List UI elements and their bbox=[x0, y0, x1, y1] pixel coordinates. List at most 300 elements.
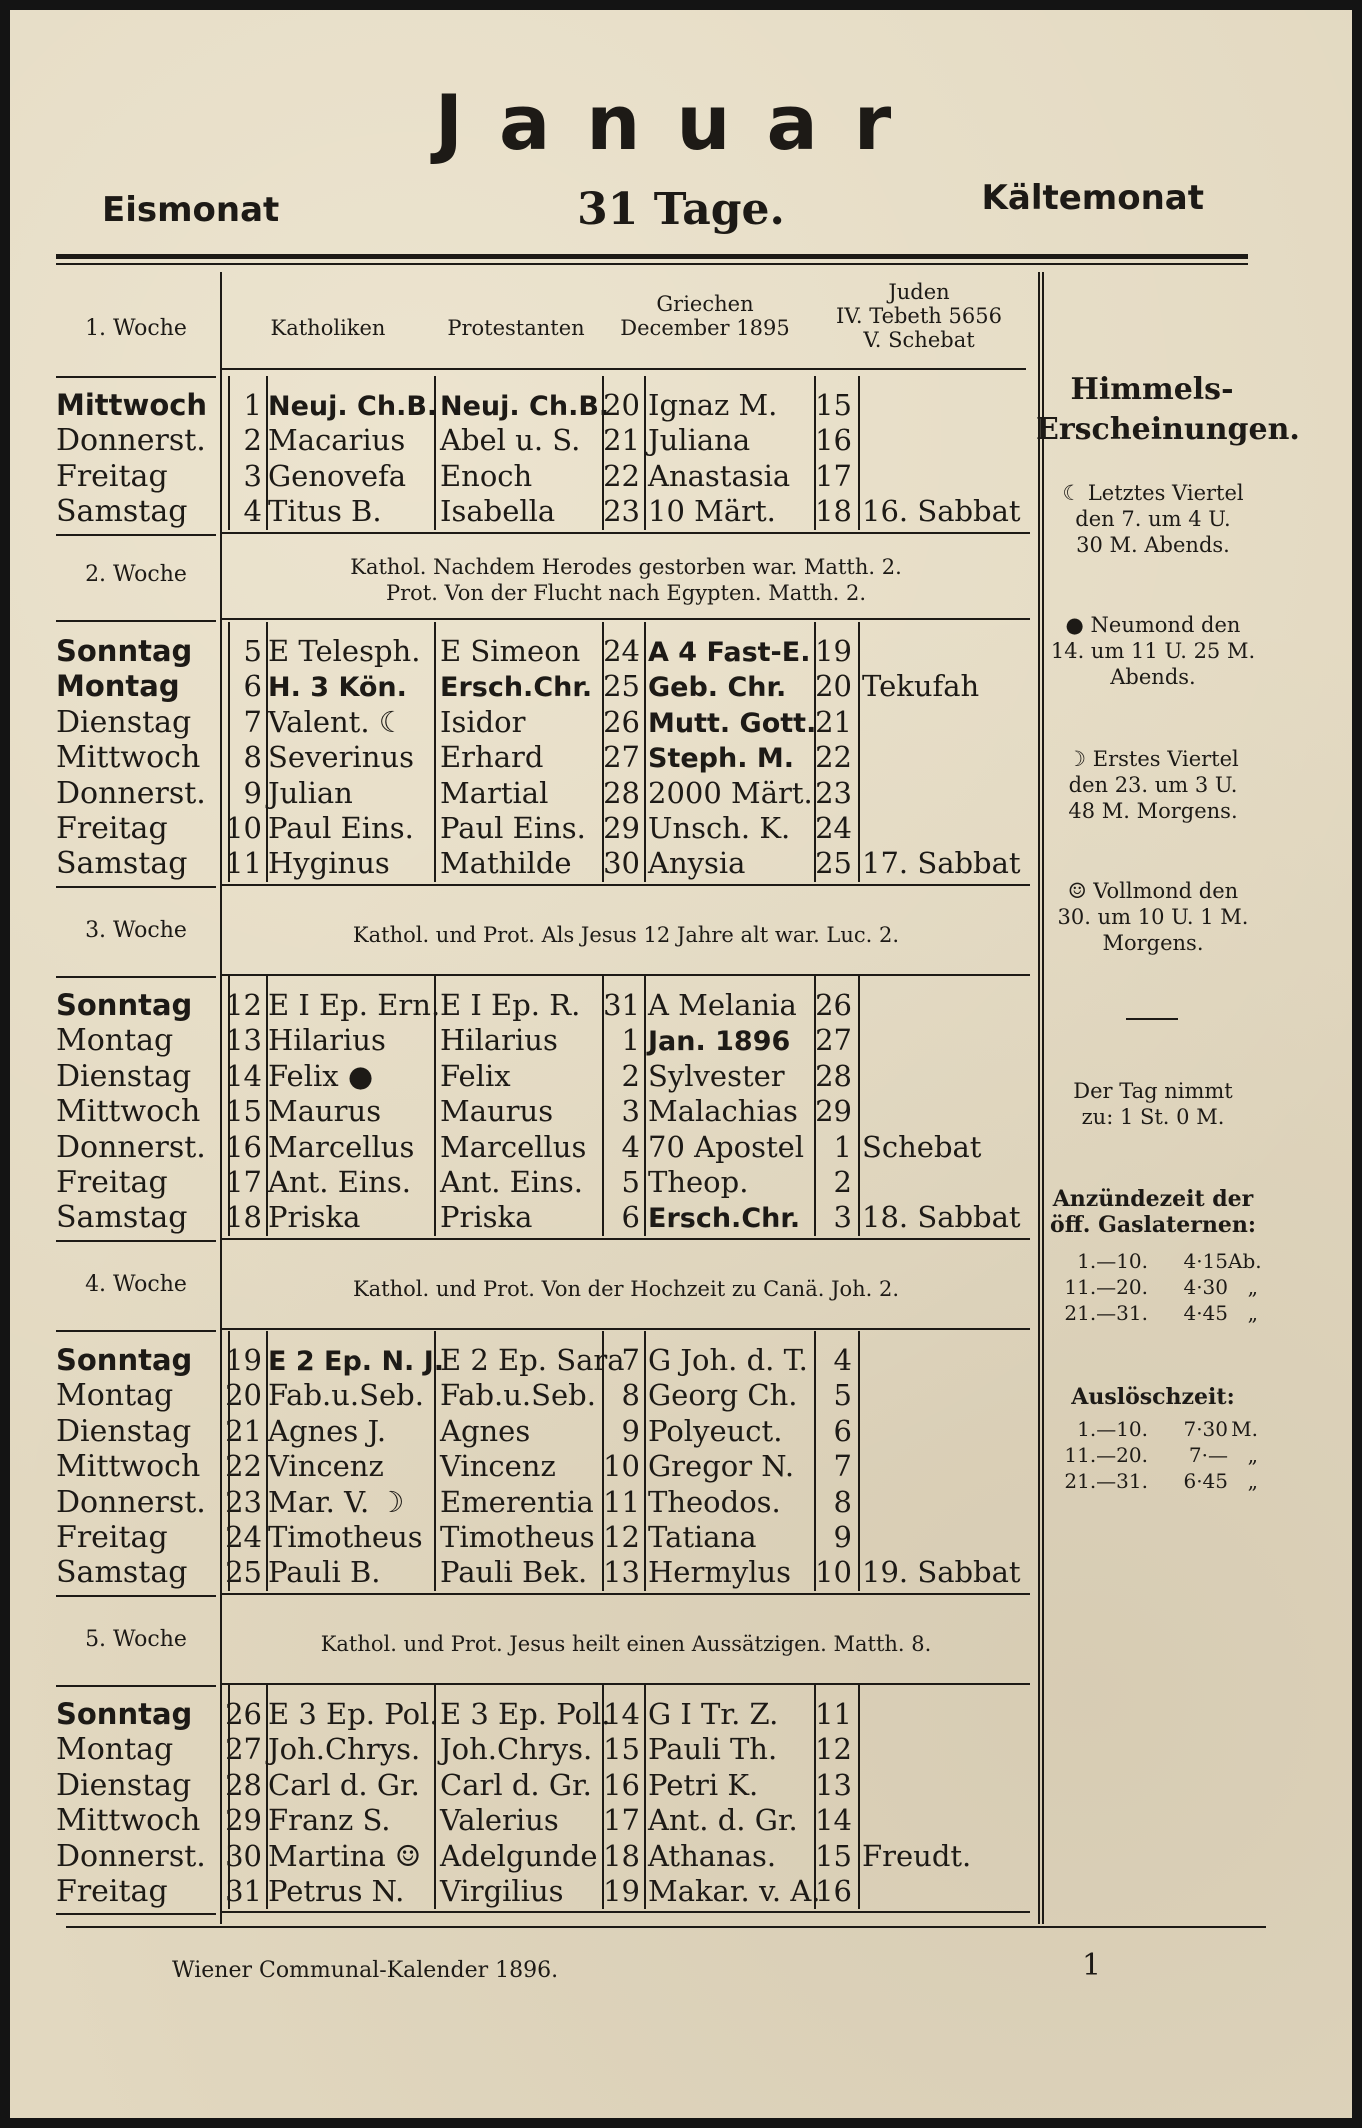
prot-saint: Paul Eins. bbox=[440, 811, 586, 845]
gr-saint: 10 Märt. bbox=[648, 494, 776, 529]
moon-phase-line: den 23. um 3 U. bbox=[1068, 773, 1238, 797]
kath-saint: Ant. Eins. bbox=[268, 1165, 411, 1199]
week-label: 3. Woche bbox=[85, 918, 187, 943]
day-length-line: Der Tag nimmt bbox=[1073, 1079, 1233, 1103]
juden-day-number: 16 bbox=[815, 1874, 852, 1908]
gr-num-divider bbox=[644, 1685, 646, 1909]
kath-day-number: 15 bbox=[225, 1094, 262, 1129]
moon-phase bbox=[1040, 878, 1266, 956]
gr-saint bbox=[648, 705, 816, 741]
gr-saint: Athanas. bbox=[648, 1838, 777, 1873]
kath-day-number: 4 bbox=[243, 494, 262, 529]
extinguish-times-cell: 7·30 bbox=[1183, 1417, 1228, 1441]
kath-saint: Severinus bbox=[268, 740, 414, 775]
kath-saint-bold: E 2 Ep. N. J. bbox=[268, 1346, 445, 1377]
extinguish-times bbox=[1044, 1416, 1266, 1494]
kath-saint: Genovefa bbox=[268, 458, 407, 493]
juden-num-divider bbox=[858, 1331, 860, 1591]
gr-saint bbox=[648, 1200, 800, 1236]
gr-saint-bold: Steph. M. bbox=[648, 743, 794, 775]
gr-saint bbox=[648, 1023, 790, 1059]
juden-day-number: 17 bbox=[815, 458, 852, 493]
gr-saint: Gregor N. bbox=[648, 1449, 795, 1484]
sidebar-title-line: Himmels- bbox=[1070, 372, 1234, 407]
juden-day-number: 15 bbox=[815, 1838, 852, 1873]
header-juden-line: Juden bbox=[888, 280, 950, 304]
kath-day-number: 25 bbox=[225, 1555, 262, 1590]
weekday: Donnerst. bbox=[56, 775, 206, 811]
lighting-times bbox=[1044, 1248, 1266, 1326]
prot-saint: Timotheus bbox=[440, 1520, 595, 1554]
kath-day-number: 2 bbox=[243, 423, 262, 458]
kath-day-number: 6 bbox=[243, 669, 262, 704]
moon-phase bbox=[1040, 746, 1266, 824]
kath-saint: E 3 Ep. Pol. bbox=[268, 1697, 439, 1731]
kath-day-number: 14 bbox=[225, 1058, 262, 1093]
lighting-times-cell: „ bbox=[1247, 1301, 1258, 1325]
juden-note: 19. Sabbat bbox=[862, 1555, 1021, 1590]
month-alias-right: Kältemonat bbox=[981, 178, 1204, 218]
gospel-line: Kathol. und Prot. Jesus heilt einen Aussätzigen. Matth. 8. bbox=[320, 1632, 932, 1656]
extinguish-times-cell: 11.—20. bbox=[1064, 1443, 1148, 1467]
gr-num-divider bbox=[644, 1331, 646, 1591]
weekday: Montag bbox=[56, 1023, 174, 1059]
block-bottom-rule bbox=[56, 886, 216, 888]
weekday: Mittwoch bbox=[56, 1803, 201, 1839]
gospel-line: Kathol. und Prot. Von der Hochzeit zu Canä. Joh. 2. bbox=[352, 1277, 900, 1301]
kath-saint: Maurus bbox=[268, 1094, 382, 1129]
gr-saint: Anysia bbox=[648, 846, 746, 881]
moon-phase-line: den 7. um 4 U. bbox=[1075, 507, 1231, 531]
weekday: Freitag bbox=[56, 1165, 168, 1200]
weekday: Samstag bbox=[56, 494, 188, 530]
juden-note: Tekufah bbox=[862, 669, 980, 704]
juden-day-number: 14 bbox=[815, 1803, 852, 1838]
kath-saint: Petrus N. bbox=[268, 1874, 405, 1908]
kath-day-number: 9 bbox=[243, 775, 262, 810]
juden-day-number: 3 bbox=[833, 1200, 852, 1235]
weekday: Mittwoch bbox=[56, 1094, 201, 1130]
juden-day-number: 4 bbox=[833, 1343, 852, 1377]
weekday: Sonntag bbox=[56, 988, 193, 1022]
juden-note: Freudt. bbox=[862, 1838, 972, 1873]
juden-day-number: 11 bbox=[815, 1697, 852, 1731]
extinguish-times-row bbox=[1044, 1442, 1266, 1468]
kath-saint: Agnes J. bbox=[268, 1413, 387, 1448]
calendar-bottom-rule bbox=[66, 1926, 1266, 1928]
kath-day-number: 18 bbox=[225, 1200, 262, 1235]
prot-saint: Priska bbox=[440, 1200, 533, 1235]
kath-saint: Martina ☺ bbox=[268, 1838, 421, 1873]
gr-saint-bold: Geb. Chr. bbox=[648, 672, 787, 704]
kath-saint: E I Ep. Ern. bbox=[268, 988, 441, 1022]
gr-saint: A Melania bbox=[648, 988, 797, 1022]
day-length bbox=[1040, 1078, 1266, 1130]
block-bottom-rule bbox=[56, 1913, 216, 1915]
gr-day-number: 7 bbox=[621, 1343, 640, 1377]
moon-phase-line: 14. um 11 U. 25 M. bbox=[1050, 639, 1256, 663]
kath-saint bbox=[268, 1343, 444, 1379]
prot-saint: Abel u. S. bbox=[440, 423, 581, 458]
lighting-times-row bbox=[1044, 1300, 1266, 1326]
gr-saint-bold: A 4 Fast-E. bbox=[648, 637, 811, 668]
prot-saint: Marcellus bbox=[440, 1129, 587, 1164]
gr-num-divider bbox=[644, 622, 646, 882]
weekday: Mittwoch bbox=[56, 1449, 201, 1485]
lighting-times-cell: „ bbox=[1247, 1275, 1258, 1299]
header-bottom-rule bbox=[222, 368, 1026, 370]
prot-saint: Isabella bbox=[440, 494, 556, 529]
weekday: Freitag bbox=[56, 811, 168, 846]
prot-saint: E 2 Ep. Sara bbox=[440, 1343, 625, 1377]
kath-day-number: 29 bbox=[225, 1803, 262, 1838]
header-juden-line: V. Schebat bbox=[863, 328, 975, 352]
gr-day-number: 31 bbox=[603, 988, 640, 1022]
kath-day-number: 23 bbox=[225, 1484, 262, 1519]
juden-day-number: 24 bbox=[815, 811, 852, 845]
weekday: Donnerst. bbox=[56, 1484, 206, 1520]
header-griechen-line: Griechen bbox=[656, 292, 754, 316]
gr-saint: G Joh. d. T. bbox=[648, 1343, 808, 1377]
kath-saint: Felix ● bbox=[268, 1058, 374, 1093]
kath-saint: Joh.Chrys. bbox=[268, 1732, 421, 1767]
weekday: Samstag bbox=[56, 1200, 188, 1236]
gr-day-number: 26 bbox=[603, 704, 640, 739]
prot-saint: Isidor bbox=[440, 704, 526, 739]
prot-saint bbox=[440, 669, 592, 705]
lighting-times-cell: 4·45 bbox=[1183, 1301, 1228, 1325]
gr-saint: Polyeuct. bbox=[648, 1413, 783, 1448]
gr-day-number: 18 bbox=[603, 1838, 640, 1873]
extinguish-times-cell: 1.—10. bbox=[1077, 1417, 1148, 1441]
kath-saint: Franz S. bbox=[268, 1803, 391, 1838]
prot-saint: Erhard bbox=[440, 740, 544, 775]
lighting-times-cell: 21.—31. bbox=[1064, 1301, 1148, 1325]
extinguish-times-cell: 21.—31. bbox=[1064, 1469, 1148, 1493]
gr-saint: 2000 Märt. bbox=[648, 775, 813, 810]
gr-num-divider bbox=[644, 976, 646, 1236]
juden-day-number: 5 bbox=[833, 1378, 852, 1413]
day-length-line: zu: 1 St. 0 M. bbox=[1081, 1105, 1225, 1129]
block-bottom-rule-wide bbox=[222, 1593, 1030, 1595]
kath-day-number: 28 bbox=[225, 1767, 262, 1802]
juden-day-number: 20 bbox=[815, 669, 852, 704]
kath-day-number: 13 bbox=[225, 1023, 262, 1058]
kath-day-number: 19 bbox=[225, 1343, 262, 1377]
gospel-line: Kathol. und Prot. Als Jesus 12 Jahre alt war. Luc. 2. bbox=[352, 923, 900, 947]
gospel-reading bbox=[222, 1276, 1030, 1302]
gr-saint bbox=[648, 740, 794, 776]
top-rule-thin bbox=[56, 263, 1248, 265]
gospel-reading bbox=[222, 1631, 1030, 1657]
extinguish-times-cell: 6·45 bbox=[1183, 1469, 1228, 1493]
gr-day-number: 2 bbox=[621, 1058, 640, 1093]
weekday: Montag bbox=[56, 1378, 174, 1414]
gr-saint-bold: Mutt. Gott. bbox=[648, 707, 817, 739]
juden-note: 16. Sabbat bbox=[862, 494, 1021, 529]
gr-saint: Unsch. K. bbox=[648, 811, 791, 845]
kath-day-number: 31 bbox=[225, 1874, 262, 1908]
block-bottom-rule bbox=[56, 1240, 216, 1242]
prot-saint: Ant. Eins. bbox=[440, 1165, 583, 1199]
weekday: Dienstag bbox=[56, 704, 192, 740]
kath-day-number: 12 bbox=[225, 988, 262, 1022]
gr-saint bbox=[648, 669, 786, 705]
gr-saint bbox=[648, 634, 810, 670]
header-katholiken: Katholiken bbox=[270, 316, 386, 340]
juden-day-number: 21 bbox=[815, 704, 852, 739]
juden-day-number: 22 bbox=[815, 740, 852, 775]
gr-saint: Makar. v. A. bbox=[648, 1874, 821, 1908]
gr-saint: Malachias bbox=[648, 1094, 798, 1129]
gr-day-number: 24 bbox=[603, 634, 640, 668]
gr-day-number: 11 bbox=[603, 1484, 640, 1519]
juden-day-number: 19 bbox=[815, 634, 852, 668]
prot-saint: Virgilius bbox=[440, 1874, 564, 1908]
kath-saint: Pauli B. bbox=[268, 1555, 381, 1590]
weekday: Freitag bbox=[56, 1874, 168, 1909]
juden-day-number: 29 bbox=[815, 1094, 852, 1129]
gr-day-number: 23 bbox=[603, 494, 640, 529]
kath-day-number: 20 bbox=[225, 1378, 262, 1413]
gr-day-number: 28 bbox=[603, 775, 640, 810]
gr-day-number: 9 bbox=[621, 1413, 640, 1448]
weekday: Sonntag bbox=[56, 1343, 193, 1377]
weekday: Donnerst. bbox=[56, 1129, 206, 1165]
weekday: Dienstag bbox=[56, 1058, 192, 1094]
gr-saint-bold: Ersch.Chr. bbox=[648, 1203, 801, 1235]
juden-day-number: 23 bbox=[815, 775, 852, 810]
prot-saint: E 3 Ep. Pol. bbox=[440, 1697, 611, 1731]
kath-day-number: 24 bbox=[225, 1520, 262, 1554]
header-week-label: 1. Woche bbox=[85, 316, 187, 341]
moon-phase-line: 30 M. Abends. bbox=[1076, 533, 1230, 557]
prot-saint: Enoch bbox=[440, 458, 533, 493]
top-rule bbox=[56, 254, 1248, 259]
kath-day-number: 11 bbox=[225, 846, 262, 881]
moon-phase-line: 48 M. Morgens. bbox=[1068, 799, 1238, 823]
gr-day-number: 1 bbox=[621, 1023, 640, 1058]
lighting-times-cell: Ab. bbox=[1228, 1249, 1262, 1273]
weekday: Freitag bbox=[56, 1520, 168, 1555]
kath-day-number: 17 bbox=[225, 1165, 262, 1199]
juden-day-number: 7 bbox=[833, 1449, 852, 1484]
sidebar-separator bbox=[1126, 1018, 1178, 1020]
block-bottom-rule-wide bbox=[222, 1238, 1030, 1240]
juden-day-number: 9 bbox=[833, 1520, 852, 1554]
prot-saint: Maurus bbox=[440, 1094, 554, 1129]
header-juden-line: IV. Tebeth 5656 bbox=[836, 304, 1002, 328]
header-protestanten: Protestanten bbox=[447, 316, 585, 340]
weekday: Mittwoch bbox=[56, 740, 201, 776]
gr-day-number: 8 bbox=[621, 1378, 640, 1413]
gr-day-number: 20 bbox=[603, 388, 640, 422]
gr-saint: Ant. d. Gr. bbox=[648, 1803, 798, 1838]
kath-day-number: 22 bbox=[225, 1449, 262, 1484]
moon-phase-line: 30. um 10 U. 1 M. bbox=[1057, 905, 1249, 929]
juden-day-number: 15 bbox=[815, 388, 852, 422]
sidebar-title bbox=[1036, 370, 1300, 450]
prot-saint: Joh.Chrys. bbox=[440, 1732, 593, 1767]
gospel-bottom-rule bbox=[56, 1685, 216, 1687]
kath-saint: Paul Eins. bbox=[268, 811, 414, 845]
kath-saint: Titus B. bbox=[268, 494, 382, 529]
kath-saint: Carl d. Gr. bbox=[268, 1767, 420, 1802]
moon-phase bbox=[1040, 612, 1266, 690]
weekday: Donnerst. bbox=[56, 423, 206, 459]
gr-day-number: 12 bbox=[603, 1520, 640, 1554]
juden-day-number: 28 bbox=[815, 1058, 852, 1093]
gr-day-number: 27 bbox=[603, 740, 640, 775]
week-label: 5. Woche bbox=[85, 1627, 187, 1652]
weekday: Sonntag bbox=[56, 1697, 193, 1731]
lighting-title-line: öff. Gaslaternen: bbox=[1050, 1212, 1256, 1238]
prot-saint: Adelgunde bbox=[440, 1838, 598, 1873]
gr-day-number: 22 bbox=[603, 458, 640, 493]
gr-day-number: 5 bbox=[621, 1165, 640, 1199]
block-bottom-rule bbox=[56, 1595, 216, 1597]
prot-saint-bold: Ersch.Chr. bbox=[440, 672, 593, 704]
days-count: 31 Tage. bbox=[577, 184, 785, 235]
juden-day-number: 16 bbox=[815, 423, 852, 458]
gr-day-number: 15 bbox=[603, 1732, 640, 1767]
gr-saint: Ignaz M. bbox=[648, 388, 778, 422]
juden-day-number: 2 bbox=[833, 1165, 852, 1199]
header-griechen bbox=[598, 292, 812, 340]
gospel-bottom-rule-wide bbox=[222, 618, 1030, 620]
juden-day-number: 26 bbox=[815, 988, 852, 1022]
gospel-reading bbox=[222, 554, 1030, 606]
month-title: Januar bbox=[434, 78, 928, 167]
kath-saint: Timotheus bbox=[268, 1520, 423, 1554]
juden-day-number: 27 bbox=[815, 1023, 852, 1058]
weekday: Montag bbox=[56, 1732, 174, 1768]
extinguish-times-cell: 7·— bbox=[1188, 1443, 1228, 1467]
gospel-bottom-rule-wide bbox=[222, 1683, 1030, 1685]
week-label-rule bbox=[56, 376, 216, 378]
gospel-bottom-rule bbox=[56, 620, 216, 622]
gr-day-number: 19 bbox=[603, 1874, 640, 1908]
juden-num-divider bbox=[858, 1685, 860, 1909]
moon-phase-line: ● Neumond den bbox=[1065, 613, 1241, 637]
kath-day-number: 21 bbox=[225, 1413, 262, 1448]
moon-phase-line: ☺ Vollmond den bbox=[1067, 879, 1239, 903]
block-bottom-rule-wide bbox=[222, 884, 1030, 886]
prot-saint: Hilarius bbox=[440, 1023, 558, 1058]
kath-saint: Vincenz bbox=[268, 1449, 384, 1484]
kath-saint: E Telesph. bbox=[268, 634, 421, 668]
moon-phase-line: Morgens. bbox=[1102, 931, 1204, 955]
gospel-bottom-rule-wide bbox=[222, 1328, 1030, 1330]
prot-saint: E Simeon bbox=[440, 634, 581, 668]
gr-day-number: 21 bbox=[603, 423, 640, 458]
lighting-times-row bbox=[1044, 1274, 1266, 1300]
gospel-bottom-rule bbox=[56, 1330, 216, 1332]
gr-day-number: 4 bbox=[621, 1129, 640, 1164]
kath-day-number: 27 bbox=[225, 1732, 262, 1767]
prot-saint-bold: Neuj. Ch.B. bbox=[440, 391, 610, 422]
kath-saint: Priska bbox=[268, 1200, 361, 1235]
weekday: Samstag bbox=[56, 846, 188, 882]
prot-saint: Agnes bbox=[440, 1413, 531, 1448]
lighting-times-cell: 4·30 bbox=[1183, 1275, 1228, 1299]
kath-saint bbox=[268, 669, 407, 705]
juden-note: 17. Sabbat bbox=[862, 846, 1021, 881]
kath-day-number: 26 bbox=[225, 1697, 262, 1731]
juden-note: 18. Sabbat bbox=[862, 1200, 1021, 1235]
weekday: Donnerst. bbox=[56, 1838, 206, 1874]
extinguish-times-row bbox=[1044, 1468, 1266, 1494]
block-bottom-rule bbox=[56, 534, 216, 536]
gr-saint: Theop. bbox=[648, 1165, 749, 1199]
lighting-times-cell: 11.—20. bbox=[1064, 1275, 1148, 1299]
gr-saint: Hermylus bbox=[648, 1555, 792, 1590]
gr-saint: Petri K. bbox=[648, 1767, 759, 1802]
gr-day-number: 10 bbox=[603, 1449, 640, 1484]
week-label: 4. Woche bbox=[85, 1272, 187, 1297]
kath-saint: Mar. V. ☽ bbox=[268, 1484, 405, 1519]
prot-saint: Felix bbox=[440, 1058, 511, 1093]
prot-saint: Fab.u.Seb. bbox=[440, 1378, 596, 1413]
juden-note: Schebat bbox=[862, 1129, 982, 1164]
kath-day-number: 1 bbox=[243, 388, 262, 422]
gr-day-number: 14 bbox=[603, 1697, 640, 1731]
prot-divider bbox=[434, 622, 436, 882]
gr-saint: Georg Ch. bbox=[648, 1378, 798, 1413]
weekday: Samstag bbox=[56, 1555, 188, 1591]
juden-num-divider bbox=[858, 622, 860, 882]
kath-saint: Valent. ☾ bbox=[268, 704, 405, 739]
gr-day-number: 29 bbox=[603, 811, 640, 845]
gospel-bottom-rule-wide bbox=[222, 974, 1030, 976]
prot-saint: Martial bbox=[440, 775, 549, 810]
moon-phase bbox=[1040, 480, 1266, 558]
moon-phase-line: Abends. bbox=[1110, 665, 1196, 689]
juden-day-number: 18 bbox=[815, 494, 852, 529]
extinguish-times-cell: „ bbox=[1247, 1443, 1258, 1467]
header-griechen-line: December 1895 bbox=[620, 316, 790, 340]
extinguish-times-cell: M. bbox=[1231, 1417, 1258, 1441]
kath-saint: Fab.u.Seb. bbox=[268, 1378, 424, 1413]
kath-saint: Marcellus bbox=[268, 1129, 415, 1164]
gr-saint: Theodos. bbox=[648, 1484, 781, 1519]
gr-saint: 70 Apostel bbox=[648, 1129, 805, 1164]
extinguish-title: Auslöschzeit: bbox=[1071, 1384, 1235, 1410]
juden-day-number: 6 bbox=[833, 1413, 852, 1448]
prot-saint: Vincenz bbox=[440, 1449, 556, 1484]
gr-num-divider bbox=[644, 376, 646, 530]
week-label: 2. Woche bbox=[85, 562, 187, 587]
prot-saint bbox=[440, 388, 609, 424]
kath-day-number: 30 bbox=[225, 1838, 262, 1873]
prot-saint: Pauli Bek. bbox=[440, 1555, 588, 1590]
page-number: 1 bbox=[1082, 1948, 1102, 1983]
kath-saint: Macarius bbox=[268, 423, 406, 458]
kath-day-number: 16 bbox=[225, 1129, 262, 1164]
extinguish-times-cell: „ bbox=[1247, 1469, 1258, 1493]
kath-day-number: 10 bbox=[225, 811, 262, 845]
lighting-title bbox=[1040, 1186, 1266, 1238]
weekday: Sonntag bbox=[56, 634, 193, 668]
lighting-title-line: Anzündezeit der bbox=[1052, 1186, 1254, 1212]
lighting-times-row bbox=[1044, 1248, 1266, 1274]
gospel-line: Kathol. Nachdem Herodes gestorben war. Matth. 2. bbox=[350, 555, 902, 579]
gr-saint-bold: Jan. 1896 bbox=[648, 1026, 791, 1058]
gr-saint: Sylvester bbox=[648, 1058, 785, 1093]
juden-num-divider bbox=[858, 376, 860, 530]
weekday: Dienstag bbox=[56, 1767, 192, 1803]
gr-saint: Anastasia bbox=[648, 458, 791, 493]
